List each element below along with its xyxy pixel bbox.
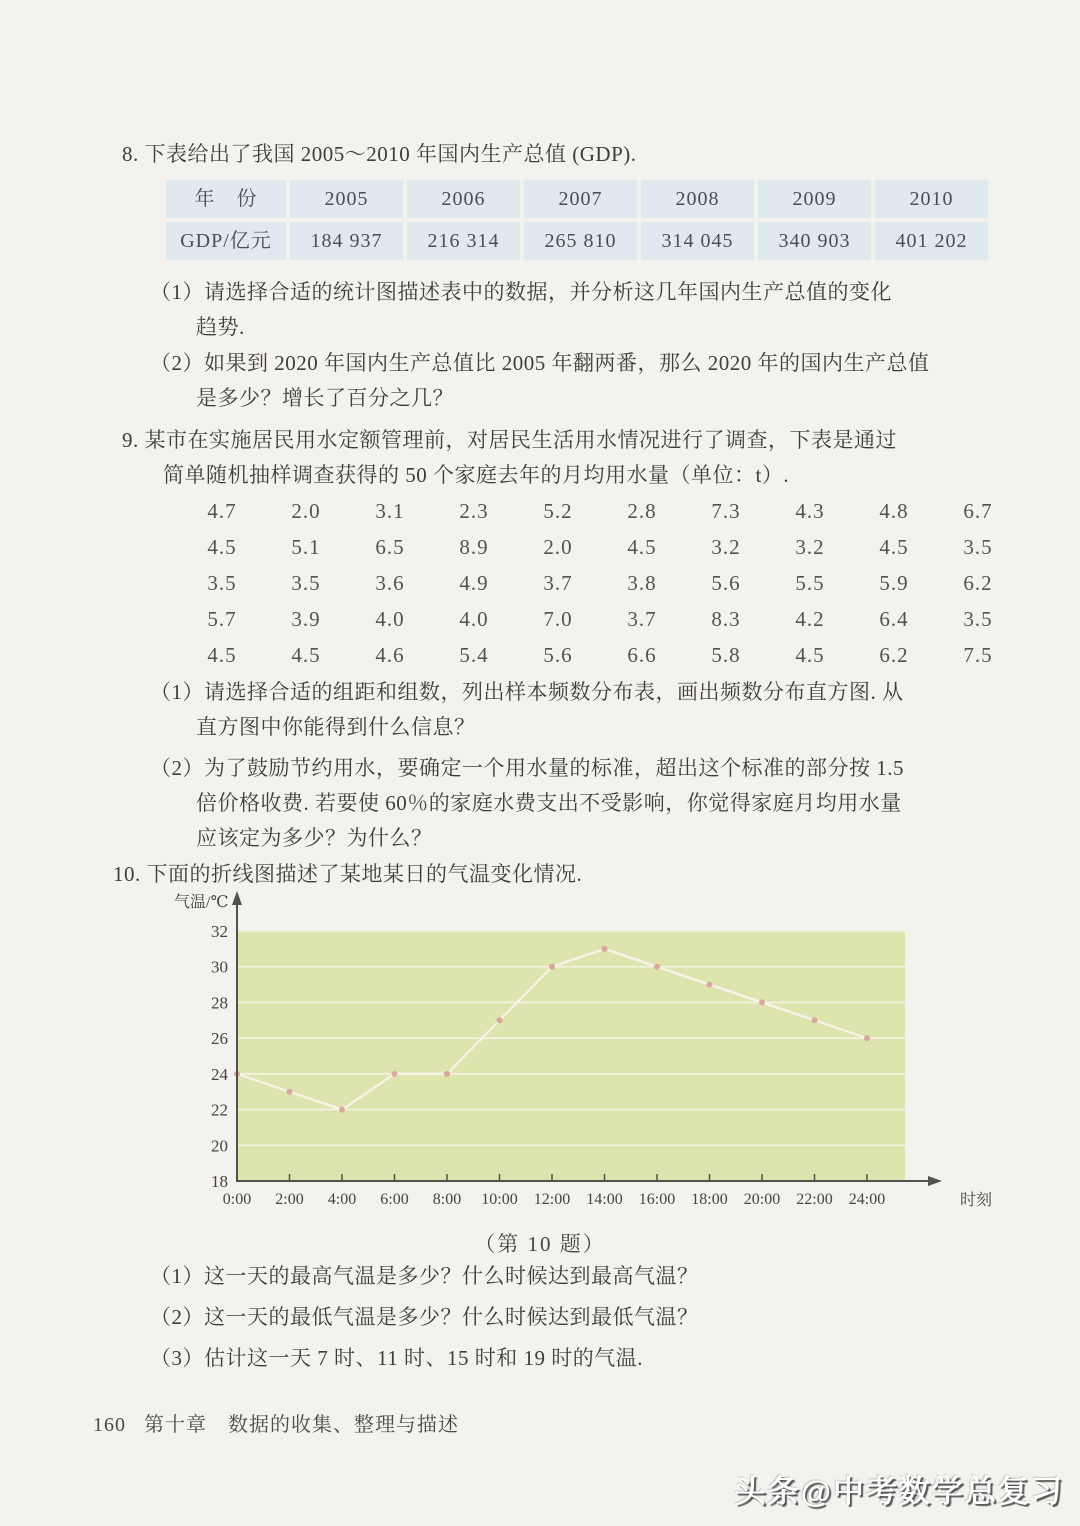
water-data-cell: 8.9 [459,535,489,559]
water-data-cell: 2.3 [459,499,489,523]
problem8-q1-line2: 趋势. [196,315,245,339]
water-data-cell: 3.5 [207,571,237,595]
gdp-value-cell: 184 937 [290,222,403,260]
chapter-title: 第十章 数据的收集、整理与描述 [144,1414,459,1436]
problem9-q2-line1: （2）为了鼓励节约用水，要确定一个用水量的标准，超出这个标准的部分按 1.5 [150,756,904,780]
water-data-cell: 5.2 [543,499,573,523]
temperature-line-chart [170,885,1030,1220]
water-data-row [180,637,1020,673]
problem8-q1-line1: （1）请选择合适的统计图描述表中的数据，并分析这几年国内生产总值的变化 [150,280,892,304]
data-point [602,946,608,952]
gdp-table [166,180,992,264]
gdp-table-gdp-label: GDP/亿元 [166,222,286,260]
data-point [759,999,765,1005]
water-data-cell: 3.8 [627,571,657,595]
problem9-q1-line1: （1）请选择合适的组距和组数，列出样本频数分布表，画出频数分布直方图. 从 [150,680,904,704]
watermark-text: 头条@中考数学总复习 [734,1474,1064,1509]
x-tick-label: 22:00 [796,1191,833,1208]
figure-caption: （第 10 题） [474,1232,606,1256]
water-data-cell: 6.2 [879,643,909,667]
water-data-cell: 4.5 [627,535,657,559]
water-data-cell: 6.7 [963,499,993,523]
gdp-table-header-row [166,180,992,218]
water-data-cell: 4.0 [459,607,489,631]
x-tick-label: 12:00 [533,1191,571,1208]
problem9-q1-line2: 直方图中你能得到什么信息？ [196,715,476,739]
x-tick-label: 2:00 [275,1191,304,1208]
problem8-title: 8. 下表给出了我国 2005～2010 年国内生产总值 (GDP). [122,142,637,166]
x-tick-label: 0:00 [222,1191,252,1208]
x-axis-title: 时刻 [960,1192,993,1209]
problem9-intro-line1: 9. 某市在实施居民用水定额管理前，对居民生活用水情况进行了调查，下表是通过 [122,428,897,452]
water-data-cell: 4.5 [291,643,321,667]
water-data-cell: 7.3 [711,499,741,523]
water-data-cell: 5.4 [459,643,489,667]
water-data-cell: 4.2 [795,607,825,631]
y-tick-label: 32 [211,922,228,942]
page-number: 160 [93,1414,126,1436]
water-data-row [180,601,1020,637]
water-data-cell: 4.5 [879,535,909,559]
water-data-cell: 6.6 [627,643,657,667]
water-data-row [180,565,1020,601]
water-data-cell: 6.5 [375,535,405,559]
data-point [707,982,713,988]
water-data-cell: 4.3 [795,499,825,523]
gdp-year-cell: 2010 [875,180,988,218]
water-data-cell: 4.5 [795,643,825,667]
water-data-cell: 2.0 [543,535,573,559]
gdp-value-cell: 216 314 [407,222,520,260]
water-data-cell: 3.2 [711,535,741,559]
y-tick-label: 24 [211,1064,228,1084]
water-data-cell: 5.7 [207,607,237,631]
water-data-cell: 4.0 [375,607,405,631]
problem10-q3: （3）估计这一天 7 时、11 时、15 时和 19 时的气温. [150,1346,643,1370]
problem10-title: 10. 下面的折线图描述了某地某日的气温变化情况. [113,862,583,886]
water-data-cell: 3.5 [963,607,993,631]
gdp-table-year-label: 年 份 [166,180,286,218]
water-data-cell: 4.6 [375,643,405,667]
gdp-year-cell: 2007 [524,180,637,218]
temperature-line-chart-svg [170,885,1030,1220]
x-tick-label: 4:00 [327,1191,357,1208]
water-data-cell: 3.7 [543,571,573,595]
water-data-cell: 4.8 [879,499,909,523]
water-data-cell: 8.3 [711,607,741,631]
data-point [497,1017,503,1023]
water-data-cell: 5.5 [795,571,825,595]
water-data-cell: 6.4 [879,607,909,631]
data-point [549,964,555,970]
problem10-q1: （1）这一天的最高气温是多少？什么时候达到最高气温？ [150,1264,699,1288]
water-data-cell: 3.6 [375,571,405,595]
water-data-cell: 6.2 [963,571,993,595]
y-axis-title: 气温/℃ [174,894,229,911]
gdp-year-cell: 2006 [407,180,520,218]
water-data-cell: 4.5 [207,535,237,559]
water-data-cell: 3.9 [291,607,321,631]
gdp-table-value-row [166,222,992,260]
problem8-q2-line2: 是多少？增长了百分之几？ [196,386,454,410]
water-data-cell: 7.5 [963,643,993,667]
x-tick-label: 18:00 [691,1191,728,1208]
data-point [444,1071,450,1077]
x-tick-label: 8:00 [432,1191,462,1208]
data-point [864,1035,870,1041]
data-point [339,1107,345,1113]
x-tick-label: 20:00 [743,1191,781,1208]
water-data-cell: 4.5 [207,643,237,667]
water-data-cell: 2.0 [291,499,321,523]
y-tick-label: 18 [211,1172,228,1191]
gdp-value-cell: 314 045 [641,222,754,260]
gdp-value-cell: 340 903 [758,222,871,260]
problem9-q2-line3: 应该定为多少？为什么？ [196,826,433,850]
x-tick-label: 16:00 [638,1191,676,1208]
problem9-q2-line2: 倍价格收费. 若要使 60％的家庭水费支出不受影响，你觉得家庭月均用水量 [196,791,902,815]
water-data-cell: 3.2 [795,535,825,559]
water-data-row [180,493,1020,529]
water-data-cell: 5.8 [711,643,741,667]
problem8-q2-line1: （2）如果到 2020 年国内生产总值比 2005 年翻两番，那么 2020 年的国内生产总值 [150,351,930,375]
data-point [392,1071,398,1077]
water-data-row [180,529,1020,565]
data-point [287,1089,293,1095]
y-tick-label: 20 [211,1136,228,1156]
water-data-cell: 3.1 [375,499,405,523]
y-tick-label: 28 [211,993,228,1013]
water-data-cell: 4.9 [459,571,489,595]
water-data-cell: 2.8 [627,499,657,523]
gdp-year-cell: 2009 [758,180,871,218]
page-footer [93,1408,459,1437]
x-tick-label: 10:00 [481,1191,518,1208]
water-data-cell: 3.5 [963,535,993,559]
plot-area [237,931,905,1181]
y-tick-label: 26 [211,1029,228,1049]
gdp-value-cell: 401 202 [875,222,988,260]
x-tick-label: 6:00 [380,1191,409,1208]
y-axis-arrow [232,891,242,905]
gdp-year-cell: 2005 [290,180,403,218]
y-tick-label: 22 [211,1100,228,1120]
water-usage-data-grid [180,493,1020,673]
x-axis-arrow [928,1176,942,1186]
data-point [812,1017,818,1023]
water-data-cell: 3.5 [291,571,321,595]
water-data-cell: 7.0 [543,607,573,631]
x-tick-label: 14:00 [586,1191,623,1208]
water-data-cell: 5.1 [291,535,321,559]
gdp-value-cell: 265 810 [524,222,637,260]
water-data-cell: 5.6 [543,643,573,667]
data-point [654,964,660,970]
water-data-cell: 5.6 [711,571,741,595]
water-data-cell: 3.7 [627,607,657,631]
gdp-year-cell: 2008 [641,180,754,218]
y-tick-label: 30 [211,957,228,977]
problem9-intro-line2: 简单随机抽样调查获得的 50 个家庭去年的月均用水量（单位：t）. [163,463,790,487]
water-data-cell: 4.7 [207,499,237,523]
water-data-cell: 5.9 [879,571,909,595]
x-tick-label: 24:00 [848,1191,886,1208]
problem10-q2: （2）这一天的最低气温是多少？什么时候达到最低气温？ [150,1305,699,1329]
